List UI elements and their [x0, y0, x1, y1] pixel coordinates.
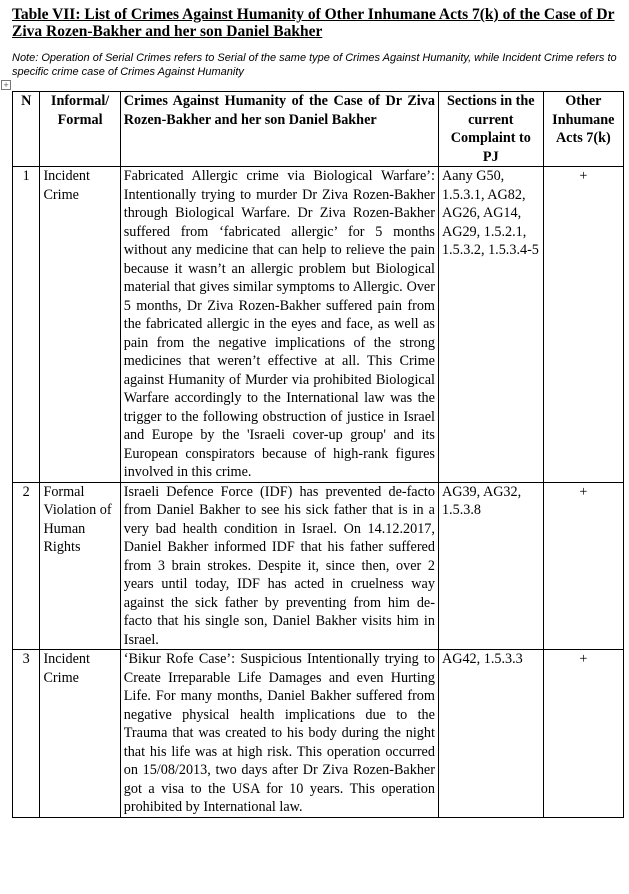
header-other-acts: Other Inhumane Acts 7(k) [543, 92, 623, 167]
row-number: 2 [13, 482, 40, 650]
crimes-table [12, 91, 624, 818]
table-header-row [13, 92, 624, 167]
header-sections: Sections in the current Complaint to PJ [438, 92, 543, 167]
row-number: 1 [13, 167, 40, 483]
header-number: N [13, 92, 40, 167]
table-row [13, 650, 624, 818]
header-description: Crimes Against Humanity of the Case of Dr Ziva Rozen-Bakher and her son Daniel Bakher [120, 92, 438, 167]
row-type: Incident Crime [40, 167, 120, 483]
row-description: ‘Bikur Rofe Case’: Suspicious Intentionally trying to Create Irreparable Life Damages and even Hurting Life. For many months, Daniel Bakher suffered from negative physical health implications due to the Trauma that was created to his body during the night that his life was at high risk. This operation occurred on 15/08/2013, two days after Dr Ziva Rozen-Bakher got a visa to the USA for 10 years. This operation prohibited by International law. [120, 650, 438, 818]
row-other-acts: + [543, 650, 623, 818]
row-type: Formal Violation of Human Rights [40, 482, 120, 650]
table-title: Table VII: List of Crimes Against Humanity of Other Inhumane Acts 7(k) of the Case of Dr Ziva Rozen-Bakher and her son Daniel Bakher [12, 6, 615, 40]
row-description: Fabricated Allergic crime via Biological Warfare’: Intentionally trying to murder Dr Ziva Rozen-Bakher through Biological Warfare. Dr Ziva Rozen-Bakher suffered from ‘fabricated allergic’ for 5 months without any medicine that can help to relieve the pain because it wasn’t an allergic problem but Biological material that gives similar symptoms to Allergic. Over 5 months, Dr Ziva Rozen-Bakher suffered pain from the fabricated allergic in the eyes and face, as well as pain from the negative implications of the strong medicines that weren’t effective at all. This Crime against Humanity of Murder via prohibited Biological Warfare accordingly to the International law was the trigger to the following obstruction of justice in Israel and Europe by the 'Israeli cover-up group' and its European conspirators because of high-rank figures involved in this crime. [120, 167, 438, 483]
row-type: Incident Crime [40, 650, 120, 818]
table-row [13, 167, 624, 483]
row-description: Israeli Defence Force (IDF) has prevented de-facto from Daniel Bakher to see his sick father that is in a very bad health condition in Israel. On 14.12.2017, Daniel Bakher informed IDF that his father suffered from 3 brain strokes. Despite it, since then, over 2 years until today, IDF has acted in cruelness way against the sick father by preventing from him de-facto that his single son, Daniel Bakher visits him in Israel. [120, 482, 438, 650]
row-sections: Aany G50, 1.5.3.1, AG82, AG26, AG14, AG29, 1.5.2.1, 1.5.3.2, 1.5.3.4-5 [438, 167, 543, 483]
row-number: 3 [13, 650, 40, 818]
header-type: Informal/ Formal [40, 92, 120, 167]
row-sections: AG39, AG32, 1.5.3.8 [438, 482, 543, 650]
row-other-acts: + [543, 482, 623, 650]
row-sections: AG42, 1.5.3.3 [438, 650, 543, 818]
table-move-handle-icon[interactable]: + [1, 80, 11, 90]
table-row [13, 482, 624, 650]
table-note: Note: Operation of Serial Crimes refers to Serial of the same type of Crimes Against Humanity, while Incident Crime refers to specific crime case of Crimes Against Humanity [12, 52, 617, 78]
row-other-acts: + [543, 167, 623, 483]
